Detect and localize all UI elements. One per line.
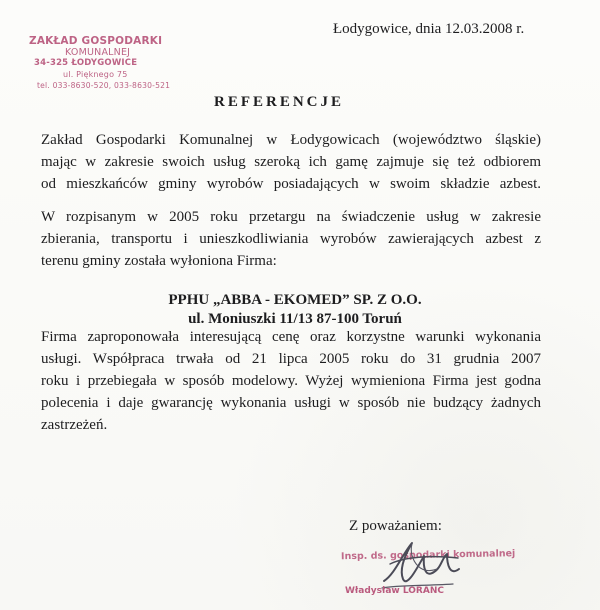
- paragraph-recommendation: [41, 326, 541, 436]
- paragraph-recommendation-line-3: roku i przebiegała w sposób modelowy. Wyżej wymieniona Firma jest godna: [41, 373, 541, 389]
- date-line: Łodygowice, dnia 12.03.2008 r.: [333, 21, 525, 37]
- company-stamp-line-2: KOMUNALNEJ: [65, 47, 131, 58]
- paragraph-tender-line-3: terenu gminy została wyłoniona Firma:: [41, 253, 277, 269]
- paragraph-introduction-line-1: Zakład Gospodarki Komunalnej w Łodygowicach (województwo śląskie): [41, 132, 541, 148]
- closing-phrase: Z poważaniem:: [349, 518, 442, 534]
- paragraph-introduction: [41, 129, 541, 195]
- paragraph-recommendation-line-1: Firma zaproponowała interesującą cenę oraz korzystne warunki wykonania: [41, 329, 541, 345]
- paragraph-tender-line-1: W rozpisanym w 2005 roku przetargu na świadczenie usług w zakresie: [41, 209, 541, 225]
- paragraph-tender: [41, 206, 541, 272]
- company-stamp-line-5: tel. 033-8630-520, 033-8630-521: [37, 81, 171, 90]
- selected-firm: [40, 291, 550, 329]
- paragraph-recommendation-line-2: usługi. Współpraca trwała od 21 lipca 2005 roku do 31 grudnia 2007: [41, 351, 541, 367]
- paragraph-introduction-line-2: mając w zakresie swoich usług szeroką ich gamę zajmuje się też odbiorem: [41, 154, 541, 170]
- document-heading: REFERENCJE: [214, 94, 345, 110]
- firm-name: PPHU „ABBA - EKOMED” SP. Z O.O.: [168, 292, 422, 308]
- company-stamp: [29, 36, 194, 91]
- signature-stamp: [338, 541, 516, 605]
- company-stamp-line-3: 34-325 ŁODYGOWICE: [34, 58, 138, 68]
- signature-stamp-title: Insp. ds. gospodarki komunalnej: [340, 548, 516, 563]
- firm-address: ul. Moniuszki 11/13 87-100 Toruń: [188, 311, 402, 327]
- company-stamp-line-1: ZAKŁAD GOSPODARKI: [29, 35, 163, 47]
- paragraph-tender-line-2: zbierania, transportu i unieszkodliwiania wyrobów zawierających azbest z: [41, 231, 541, 247]
- paragraph-recommendation-line-4: polecenia i daje gwarancję wykonania usługi w sposób nie budzący żadnych: [41, 395, 541, 411]
- signatory-name: Władysław LORANC: [345, 586, 444, 596]
- paragraph-recommendation-line-5: zastrzeżeń.: [41, 417, 108, 433]
- paragraph-introduction-line-3: od mieszkańców gminy wyrobów posiadających w swoim składzie azbest.: [41, 176, 541, 192]
- company-stamp-line-4: ul. Pięknego 75: [63, 70, 128, 79]
